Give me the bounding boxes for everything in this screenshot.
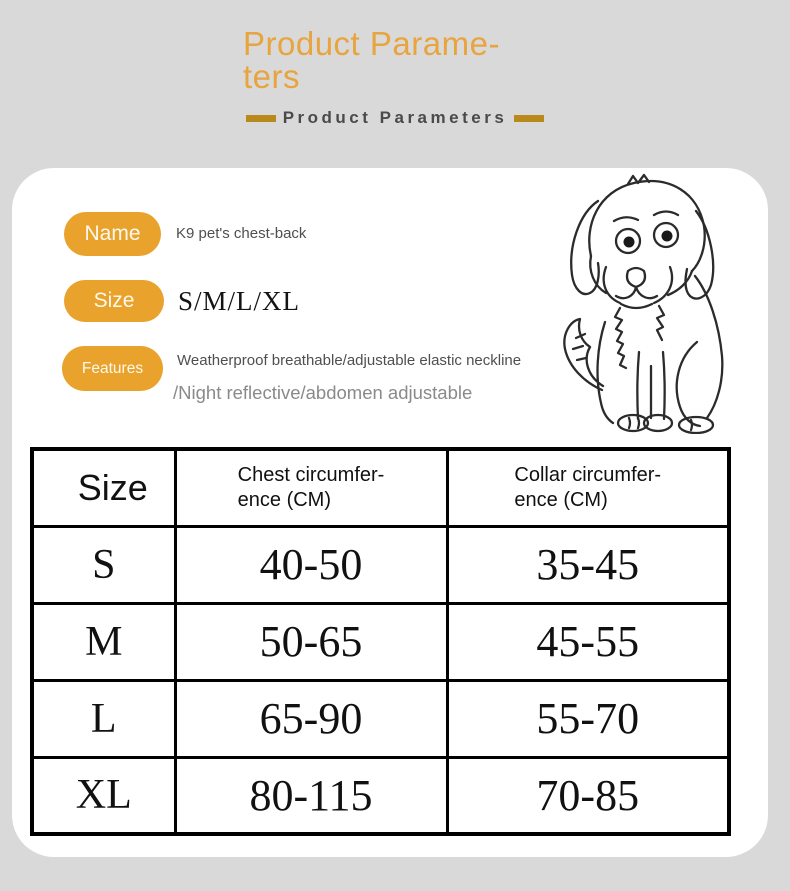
table-row-m <box>32 603 729 680</box>
table-row-s <box>32 526 729 603</box>
chest-cell: 65-90 <box>175 680 447 757</box>
collar-header-line1: Collar circumfer- <box>514 463 662 486</box>
size-label: Size <box>93 289 135 312</box>
page-title-line1: Product Parame- <box>243 25 500 62</box>
chest-cell: 40-50 <box>175 526 447 603</box>
col-header-size: Size <box>32 449 175 526</box>
col-header-collar <box>447 449 729 526</box>
size-value: S/M/L/XL <box>178 286 301 316</box>
collar-header-line2: ence (CM) <box>514 488 608 511</box>
size-chart-table <box>30 447 731 836</box>
chest-header-line2: ence (CM) <box>237 488 331 511</box>
name-value: K9 pet's chest-back <box>176 225 307 242</box>
size-cell: L <box>32 680 175 757</box>
size-cell: M <box>32 603 175 680</box>
collar-cell: 45-55 <box>447 603 729 680</box>
table-row-l <box>32 680 729 757</box>
collar-cell: 35-45 <box>447 526 729 603</box>
name-label-pill <box>64 212 161 256</box>
subtitle-text: Product Parameters <box>282 108 508 127</box>
table-header-row <box>32 449 729 526</box>
features-label-pill <box>62 346 163 391</box>
table-row-xl <box>32 757 729 834</box>
features-value-line1: Weatherproof breathable/adjustable elastic neckline <box>177 352 522 369</box>
size-label-pill <box>64 280 164 322</box>
size-cell: S <box>32 526 175 603</box>
chest-header-line1: Chest circumfer- <box>237 463 385 486</box>
gold-bar-right <box>514 115 544 122</box>
features-label: Features <box>81 359 144 377</box>
col-header-chest <box>175 449 447 526</box>
puppy-line-drawing-icon <box>546 170 752 434</box>
collar-cell: 70-85 <box>447 757 729 834</box>
name-label: Name <box>84 222 141 245</box>
collar-cell: 55-70 <box>447 680 729 757</box>
page-title-line2: ters <box>243 58 301 95</box>
chest-cell: 50-65 <box>175 603 447 680</box>
chest-cell: 80-115 <box>175 757 447 834</box>
puppy-illustration <box>546 170 752 434</box>
gold-bar-left <box>246 115 276 122</box>
page-title <box>243 27 523 93</box>
section-subtitle <box>0 108 790 128</box>
content-card <box>12 168 768 857</box>
size-cell: XL <box>32 757 175 834</box>
features-value-line2: /Night reflective/abdomen adjustable <box>173 382 473 403</box>
